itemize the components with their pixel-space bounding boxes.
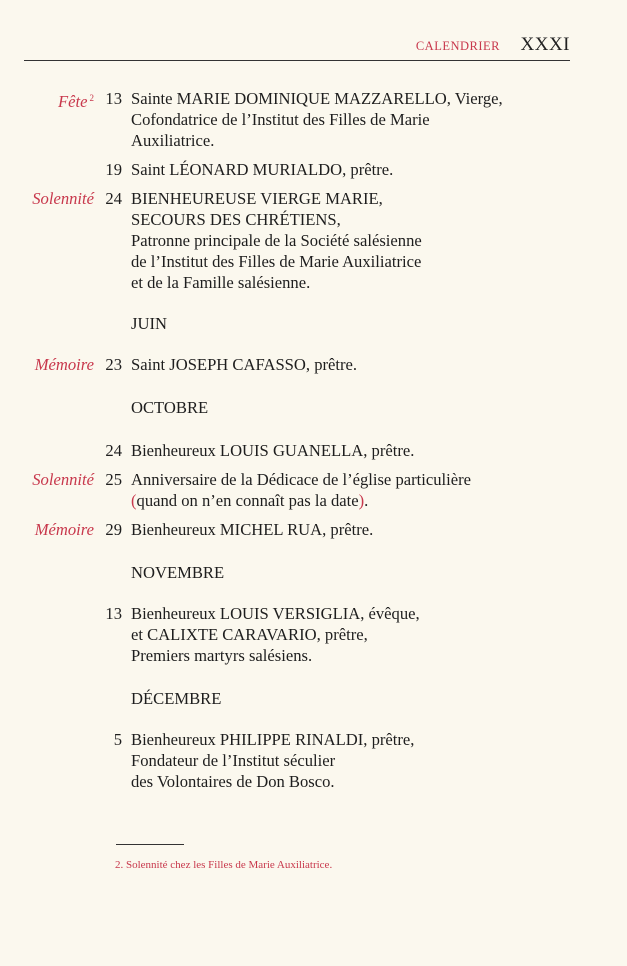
entry-day: 13 <box>105 89 122 108</box>
calendar-entry <box>0 159 627 180</box>
entry-day: 19 <box>105 160 122 179</box>
calendar-content <box>0 88 627 792</box>
entry-day: 24 <box>105 189 122 208</box>
page-number: XXXI <box>520 34 570 55</box>
entry-text: Bienheureux LOUIS VERSIGLIA, évêque, et CALIXTE CARAVARIO, prêtre, Premiers martyrs salésiens. <box>131 604 420 665</box>
footnote: 2. Solennité chez les Filles de Marie Auxiliatrice. <box>115 859 333 871</box>
liturgical-rank: Fête $^2$ <box>58 92 94 111</box>
calendar-entry <box>0 440 627 461</box>
month-heading-june: JUIN <box>131 314 167 333</box>
liturgical-rank: Solennité <box>32 470 94 489</box>
month-heading-november: NOVEMBRE <box>131 563 225 582</box>
footnote-ref: 2 <box>89 93 94 103</box>
running-header <box>24 34 570 61</box>
month-heading-december: DÉCEMBRE <box>131 689 222 708</box>
entry-text: Bienheureux LOUIS GUANELLA, prêtre. <box>131 441 415 460</box>
calendar-entry <box>0 519 627 540</box>
entry-text: Saint LÉONARD MURIALDO, prêtre. <box>131 160 394 179</box>
calendar-entry <box>0 469 627 511</box>
calendar-entry <box>0 354 627 375</box>
entry-day: 23 <box>105 355 122 374</box>
entry-day: 13 <box>105 604 122 623</box>
entry-day: 24 <box>105 441 122 460</box>
entry-text: Bienheureux PHILIPPE RINALDI, prêtre, Fondateur de l’Institut séculier des Volontaires de Don Bosco. <box>131 730 415 791</box>
entry-text: Bienheureux MICHEL RUA, prêtre. <box>131 520 374 539</box>
liturgical-rank: Solennité <box>32 189 94 208</box>
month-heading-october: OCTOBRE <box>131 398 209 417</box>
liturgical-rank: Mémoire <box>34 355 94 374</box>
footnote-divider <box>116 844 184 845</box>
calendar-entry <box>0 603 627 666</box>
liturgical-rank: Mémoire <box>34 520 94 539</box>
entry-day: 25 <box>105 470 122 489</box>
calendar-entry <box>0 729 627 792</box>
calendar-entry <box>0 88 627 151</box>
entry-day: 29 <box>105 520 122 539</box>
entry-text: Saint JOSEPH CAFASSO, prêtre. <box>131 355 358 374</box>
entry-text: Anniversaire de la Dédicace de l’église particulière (quand on n’en connaît pas la date). <box>131 470 471 510</box>
entry-day: 5 <box>113 730 122 749</box>
section-title: CALENDRIER <box>415 39 500 53</box>
entry-text: BIENHEUREUSE VIERGE MARIE, SECOURS DES CHRÉTIENS, Patronne principale de la Société salésienne de l’Institut des Filles de Marie Auxiliatrice et de la Famille salésienne. <box>131 189 422 292</box>
entry-text: Sainte MARIE DOMINIQUE MAZZARELLO, Vierge, Cofondatrice de l’Institut des Filles de Marie Auxiliatrice. <box>131 89 503 150</box>
calendar-entry <box>0 188 627 293</box>
